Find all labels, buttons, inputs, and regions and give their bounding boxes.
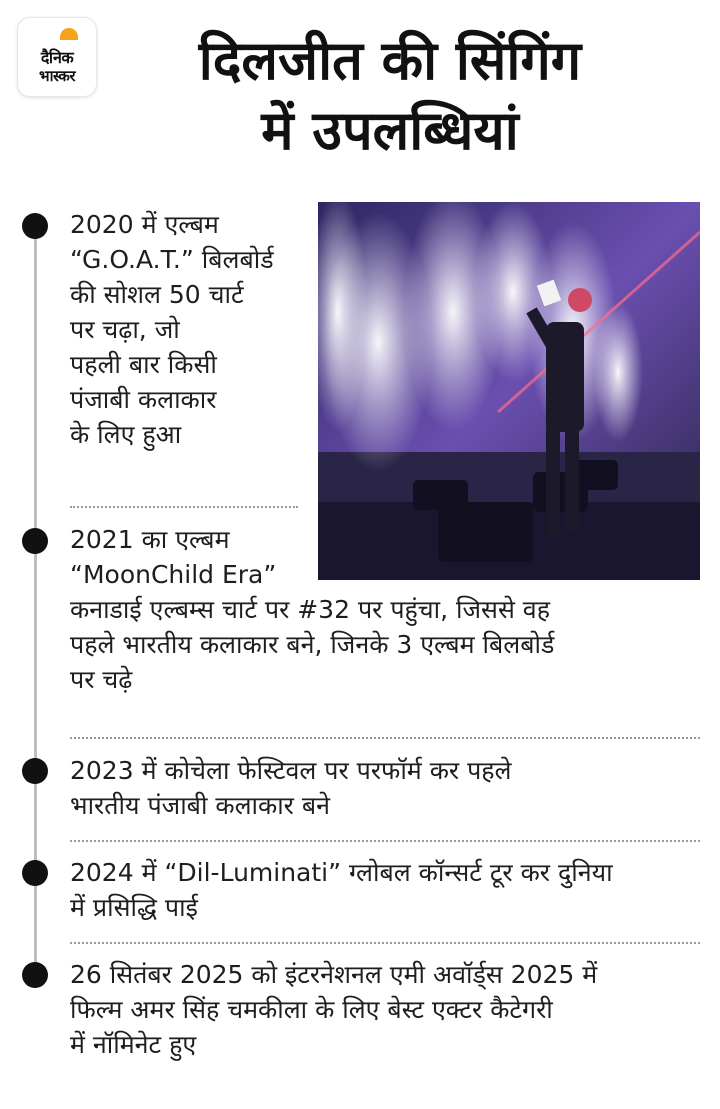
achievement-2023 — [70, 753, 512, 823]
separator-4 — [70, 942, 700, 944]
achievement-2021-line2: “MoonChild Era” — [70, 560, 277, 589]
achievement-2020-line1: 2020 में एल्बम — [70, 210, 219, 239]
achievement-2021-line4: पहले भारतीय कलाकार बने, जिनके 3 एल्बम बिलबोर्ड — [70, 630, 555, 659]
timeline-dot-2 — [22, 528, 48, 554]
page-title — [100, 26, 680, 166]
title-line2: में उपलब्धियां — [261, 99, 519, 162]
achievement-2021-line5: पर चढ़े — [70, 665, 133, 694]
achievement-2025 — [70, 957, 597, 1062]
sun-icon — [60, 28, 78, 40]
achievement-2024-line2: में प्रसिद्धि पाई — [70, 893, 198, 922]
achievement-2020 — [70, 207, 274, 452]
timeline-dot-4 — [22, 860, 48, 886]
achievement-2020-line4: पर चढ़ा, जो — [70, 315, 180, 344]
achievement-2025-line3: में नॉमिनेट हुए — [70, 1030, 197, 1059]
separator-3 — [70, 840, 700, 842]
logo-line1: दैनिक — [40, 48, 74, 67]
achievement-2025-line2: फिल्म अमर सिंह चमकीला के लिए बेस्ट एक्टर कैटेगरी — [70, 995, 553, 1024]
achievement-2023-line2: भारतीय पंजाबी कलाकार बने — [70, 791, 330, 820]
achievement-2023-line1: 2023 में कोचेला फेस्टिवल पर परफॉर्म कर पहले — [70, 756, 512, 785]
separator-1 — [70, 506, 298, 508]
achievement-2020-line6: पंजाबी कलाकार — [70, 385, 217, 414]
timeline-dot-3 — [22, 758, 48, 784]
logo-badge — [18, 18, 96, 96]
title-line1: दिलजीत की सिंगिंग — [198, 29, 582, 92]
achievement-2021 — [70, 522, 554, 697]
achievement-2024-line1: 2024 में “Dil-Luminati” ग्लोबल कॉन्सर्ट टूर कर दुनिया — [70, 858, 613, 887]
logo-line2: भास्कर — [39, 67, 75, 85]
achievement-2020-line5: पहली बार किसी — [70, 350, 217, 379]
achievement-2020-line3: की सोशल 50 चार्ट — [70, 280, 244, 309]
achievement-2020-line7: के लिए हुआ — [70, 420, 182, 449]
achievement-2021-line1: 2021 का एल्बम — [70, 525, 230, 554]
timeline-dot-1 — [22, 213, 48, 239]
separator-2 — [70, 737, 700, 739]
achievement-2025-line1: 26 सितंबर 2025 को इंटरनेशनल एमी अवॉर्ड्स 2025 में — [70, 960, 598, 989]
achievement-2020-line2: “G.O.A.T.” बिलबोर्ड — [70, 245, 274, 274]
timeline-dot-5 — [22, 962, 48, 988]
achievement-2021-line3: कनाडाई एल्बम्स चार्ट पर #32 पर पहुंचा, जिससे वह — [70, 595, 550, 624]
achievement-2024 — [70, 855, 613, 925]
